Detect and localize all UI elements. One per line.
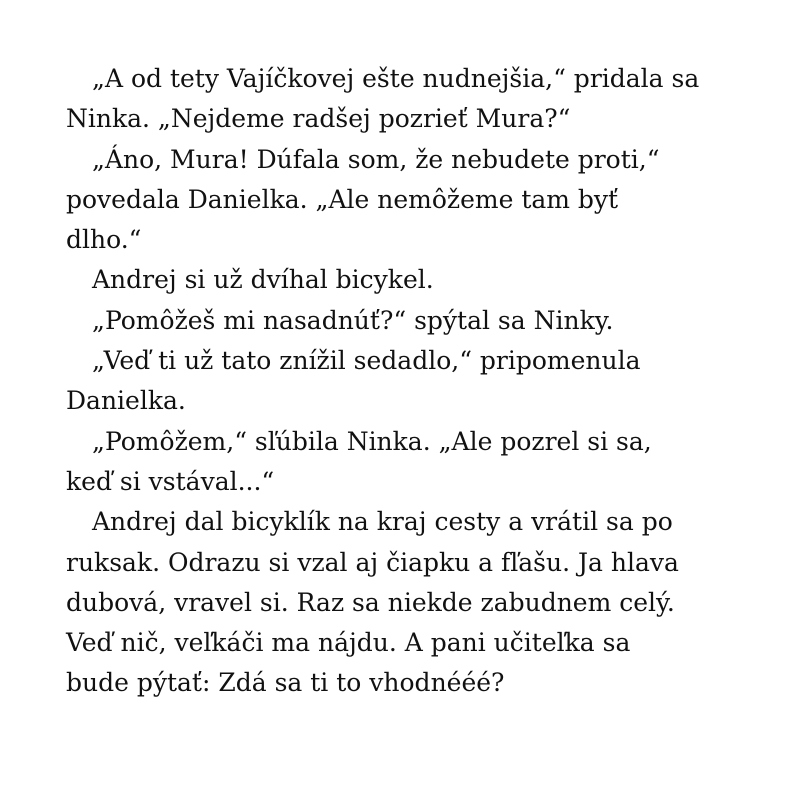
text-line: ruksak. Odrazu si vzal aj čiapku a fľašu. Ja hlava	[66, 547, 679, 577]
text-line: bude pýtať: Zdá sa ti to vhodnééé?	[66, 668, 505, 698]
text-line: povedala Danielka. „Ale nemôžeme tam byť	[66, 184, 619, 214]
text-line: keď si vstával...“	[66, 466, 275, 496]
text-line: „Pomôžeš mi nasadnúť?“ spýtal sa Ninky.	[92, 305, 614, 335]
text-line: Andrej dal bicyklík na kraj cesty a vrátil sa po	[92, 507, 673, 537]
book-page-text	[66, 59, 746, 704]
text-line: Danielka.	[66, 386, 186, 416]
text-line: „Pomôžem,“ sľúbila Ninka. „Ale pozrel si sa,	[92, 426, 652, 456]
text-line: dubová, vravel si. Raz sa niekde zabudnem celý.	[66, 587, 675, 617]
text-line: „Áno, Mura! Dúfala som, že nebudete proti,“	[92, 144, 660, 174]
text-line: Ninka. „Nejdeme radšej pozrieť Mura?“	[66, 104, 571, 134]
text-line: „A od tety Vajíčkovej ešte nudnejšia,“ pridala sa	[92, 64, 700, 93]
text-line: Andrej si už dvíhal bicykel.	[92, 265, 434, 295]
text-line: dlho.“	[66, 225, 142, 255]
text-line: „Veď ti už tato znížil sedadlo,“ pripomenula	[92, 346, 641, 376]
text-line: Veď nič, veľkáči ma nájdu. A pani učiteľka sa	[66, 628, 631, 658]
